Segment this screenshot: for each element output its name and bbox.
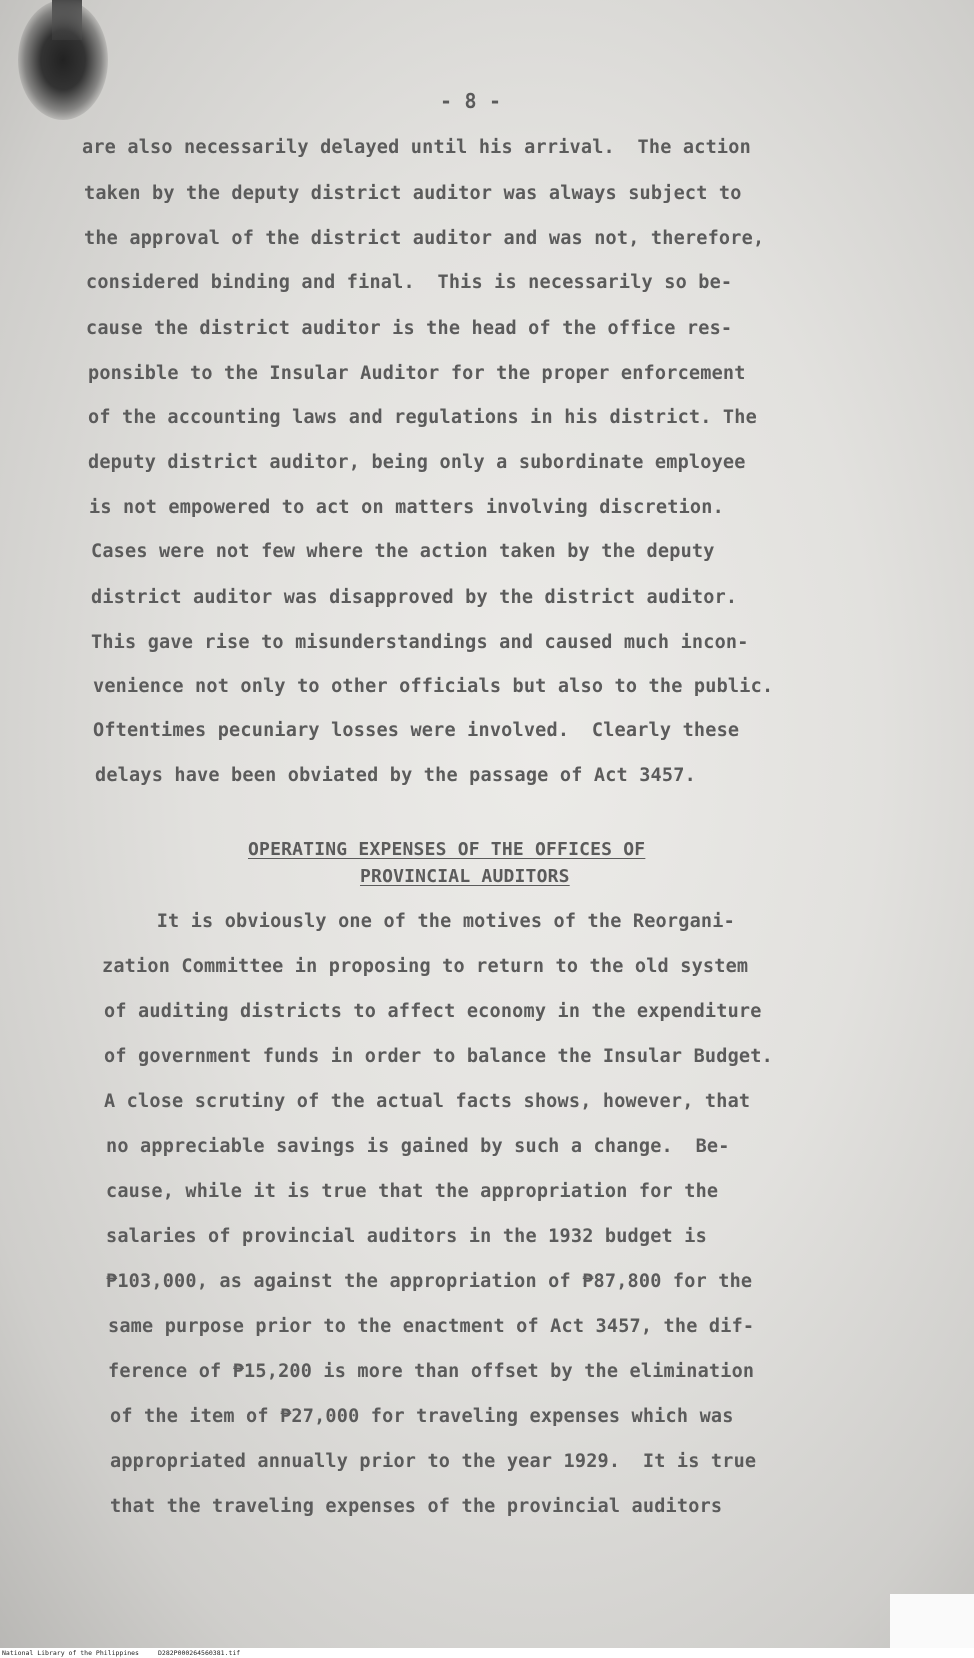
footer-file-id: D282P000264560381.tif <box>158 1649 241 1657</box>
paragraph-1-line: deputy district auditor, being only a subordinate employee <box>88 452 746 473</box>
section-heading-line-2: PROVINCIAL AUDITORS <box>360 866 570 887</box>
footer-source: National Library of the Philippines <box>2 1649 139 1657</box>
paragraph-1-line: of the accounting laws and regulations in his district. The <box>88 407 757 428</box>
paragraph-2-line: same purpose prior to the enactment of Act 3457, the dif- <box>108 1316 755 1337</box>
paragraph-2-line: ₱103,000, as against the appropriation of ₱87,800 for the <box>106 1271 753 1292</box>
paragraph-2-line: ference of ₱15,200 is more than offset by the elimination <box>108 1361 755 1382</box>
paragraph-2-line: that the traveling expenses of the provincial auditors <box>110 1496 723 1517</box>
corner-patch <box>890 1594 974 1648</box>
paragraph-1-line: ponsible to the Insular Auditor for the proper enforcement <box>88 363 746 384</box>
paragraph-1-line: taken by the deputy district auditor was always subject to <box>84 183 742 204</box>
paragraph-1-line: This gave rise to misunderstandings and caused much incon- <box>91 632 749 653</box>
paragraph-1-line: cause the district auditor is the head of the office res- <box>86 318 733 339</box>
paragraph-2-line: appropriated annually prior to the year 1929. It is true <box>110 1451 757 1472</box>
paragraph-2-line: zation Committee in proposing to return to the old system <box>102 956 749 977</box>
paragraph-2-line: of auditing districts to affect economy in the expenditure <box>104 1001 762 1022</box>
paragraph-1-line: Oftentimes pecuniary losses were involved. Clearly these <box>93 720 740 741</box>
paragraph-1-line: venience not only to other officials but also to the public. <box>93 676 774 697</box>
section-heading-line-1: OPERATING EXPENSES OF THE OFFICES OF <box>248 839 646 860</box>
paragraph-2-line: salaries of provincial auditors in the 1932 budget is <box>106 1226 707 1247</box>
paragraph-1-line: considered binding and final. This is necessarily so be- <box>86 272 733 293</box>
page-number: - 8 - <box>440 89 502 113</box>
paragraph-2-line: of government funds in order to balance the Insular Budget. <box>104 1046 773 1067</box>
paragraph-1-line: is not empowered to act on matters involving discretion. <box>89 497 724 518</box>
paragraph-2-line: A close scrutiny of the actual facts shows, however, that <box>104 1091 751 1112</box>
ink-stain-top <box>52 0 82 40</box>
paragraph-1-line: are also necessarily delayed until his arrival. The action <box>82 137 751 158</box>
paragraph-2-line: of the item of ₱27,000 for traveling expenses which was <box>110 1406 734 1427</box>
paragraph-1-line: the approval of the district auditor and was not, therefore, <box>84 228 765 249</box>
paragraph-2-line: cause, while it is true that the appropriation for the <box>106 1181 719 1202</box>
paragraph-1-line: Cases were not few where the action taken by the deputy <box>91 541 715 562</box>
paragraph-1-line: district auditor was disapproved by the district auditor. <box>91 587 738 608</box>
scan-footer <box>0 1648 974 1658</box>
paragraph-2-line: no appreciable savings is gained by such a change. Be- <box>106 1136 730 1157</box>
paragraph-1-line: delays have been obviated by the passage of Act 3457. <box>95 765 696 786</box>
paragraph-2-line: It is obviously one of the motives of the Reorgani- <box>100 911 735 932</box>
